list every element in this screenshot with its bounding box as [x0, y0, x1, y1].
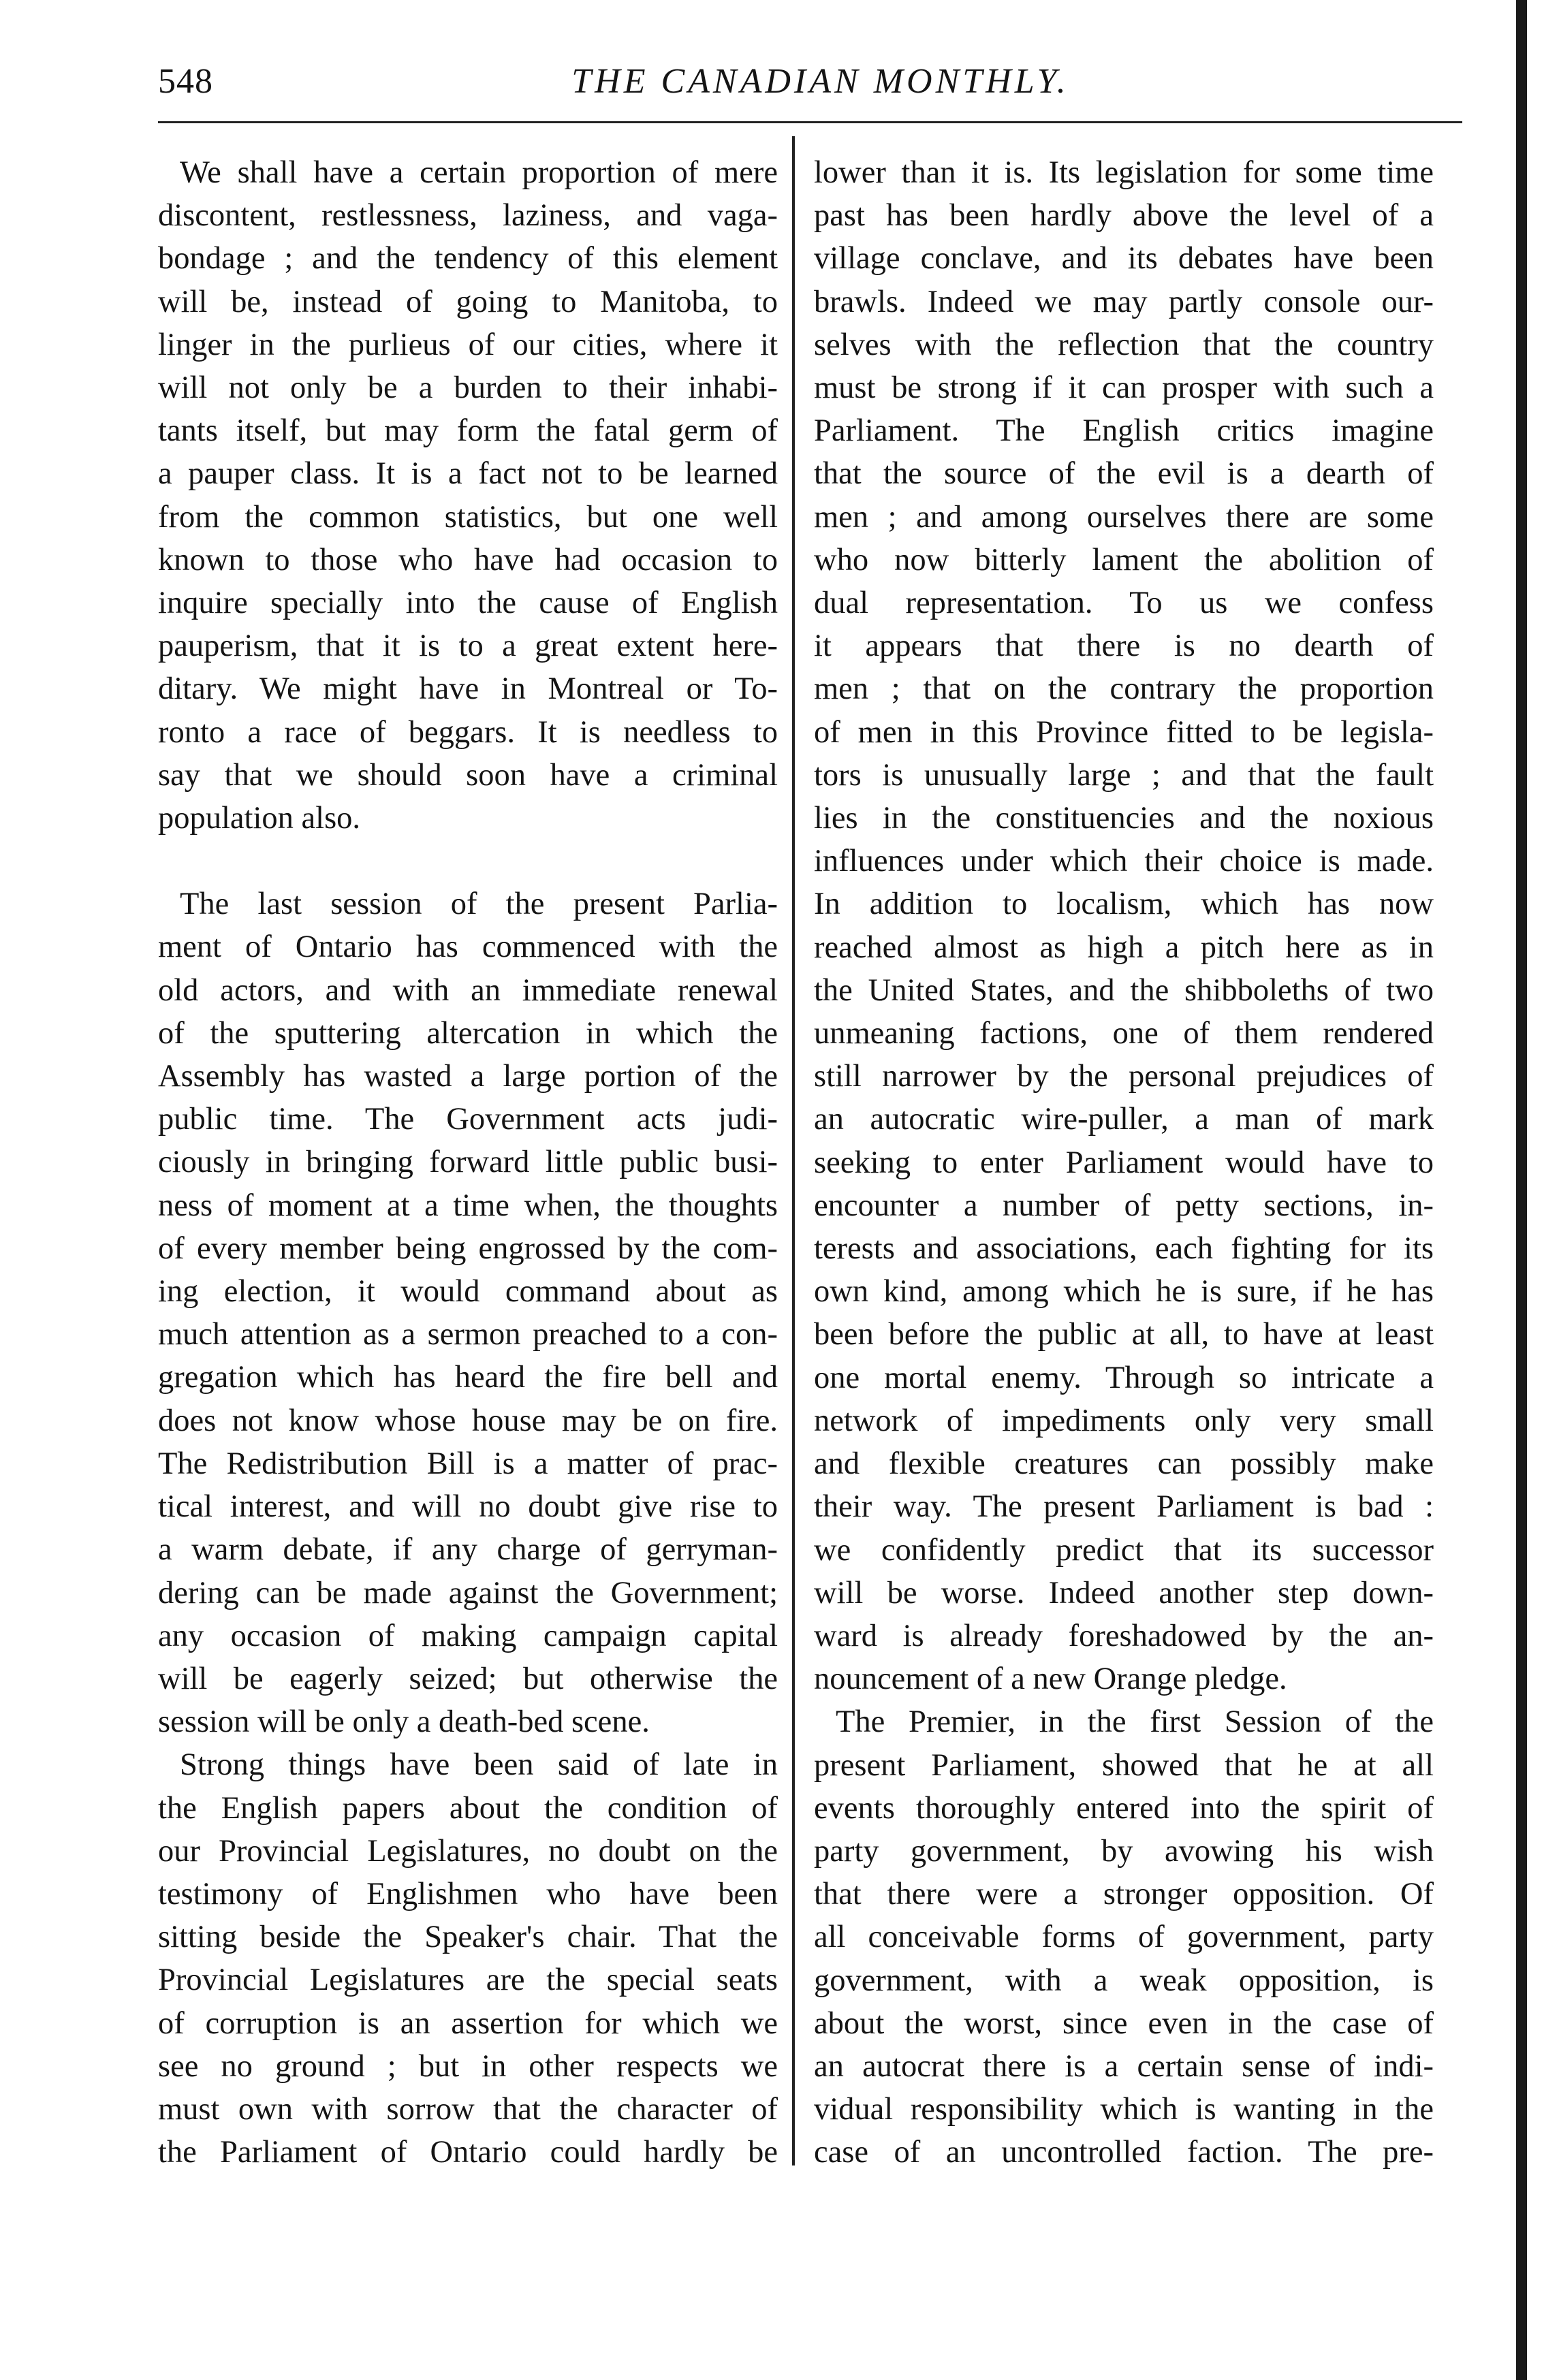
- text-line: and flexible creatures can possibly make: [814, 1446, 1434, 1482]
- text-line: of corruption is an assertion for which we: [158, 2005, 778, 2041]
- text-line: lower than it is. Its legislation for some time: [814, 155, 1434, 190]
- column-divider: [792, 136, 795, 2165]
- page-edge-bar: [1516, 0, 1527, 2380]
- text-line: ward is already foreshadowed by the an-: [814, 1618, 1434, 1653]
- page-number: 548: [158, 62, 213, 101]
- text-line: unmeaning factions, one of them rendered: [814, 1016, 1434, 1051]
- text-line: village conclave, and its debates have been: [814, 241, 1434, 276]
- left-column: [158, 151, 778, 2174]
- text-line: of every member being engrossed by the com-: [158, 1231, 778, 1266]
- text-line: an autocrat there is a certain sense of indi-: [814, 2048, 1434, 2084]
- text-line: been before the public at all, to have at least: [814, 1317, 1434, 1352]
- text-line: a pauper class. It is a fact not to be learned: [158, 456, 778, 492]
- text-line: must be strong if it can prosper with such a: [814, 370, 1434, 406]
- paragraph: [814, 151, 1434, 1700]
- text-line: public time. The Government acts judi-: [158, 1102, 778, 1137]
- text-line: government, with a weak opposition, is: [814, 1963, 1434, 1998]
- text-line: dering can be made against the Government;: [158, 1575, 778, 1611]
- paragraph: [814, 1700, 1434, 2174]
- text-line: session will be only a death-bed scene.: [158, 1704, 650, 1740]
- text-line: The Premier, in the first Session of the: [836, 1704, 1434, 1740]
- text-line: will be eagerly seized; but otherwise the: [158, 1661, 778, 1696]
- text-line: known to those who have had occasion to: [158, 542, 778, 577]
- text-line: We shall have a certain proportion of mere: [180, 155, 778, 190]
- text-line: the Parliament of Ontario could hardly be: [158, 2135, 778, 2170]
- text-line: men ; and among ourselves there are some: [814, 499, 1434, 535]
- text-line: our Provincial Legislatures, no doubt on the: [158, 1833, 778, 1869]
- text-line: Parliament. The English critics imagine: [814, 413, 1434, 449]
- text-line: that the source of the evil is a dearth of: [814, 456, 1434, 492]
- text-line: must own with sorrow that the character of: [158, 2091, 778, 2127]
- text-line: past has been hardly above the level of a: [814, 198, 1434, 234]
- text-line: from the common statistics, but one well: [158, 499, 778, 535]
- text-line: tical interest, and will no doubt give rise to: [158, 1489, 778, 1525]
- text-line: the English papers about the condition of: [158, 1790, 778, 1826]
- text-line: sitting beside the Speaker's chair. That the: [158, 1920, 778, 1955]
- text-line: ronto a race of beggars. It is needless to: [158, 714, 778, 750]
- text-line: tants itself, but may form the fatal germ of: [158, 413, 778, 449]
- text-line: discontent, restlessness, laziness, and vaga-: [158, 198, 778, 234]
- header-rule: [158, 121, 1462, 123]
- text-line: selves with the reflection that the country: [814, 327, 1434, 362]
- text-line: ing election, it would command about as: [158, 1274, 778, 1310]
- text-line: ment of Ontario has commenced with the: [158, 930, 778, 965]
- text-line: lies in the constituencies and the noxious: [814, 801, 1434, 836]
- text-line: ness of moment at a time when, the thoughts: [158, 1188, 778, 1223]
- text-line: testimony of Englishmen who have been: [158, 1876, 778, 1911]
- text-line: network of impediments only very small: [814, 1403, 1434, 1438]
- text-line: brawls. Indeed we may partly console our-: [814, 284, 1434, 319]
- text-line: present Parliament, showed that he at all: [814, 1747, 1434, 1783]
- text-line: own kind, among which he is sure, if he has: [814, 1274, 1434, 1310]
- paragraph-gap: [158, 840, 778, 883]
- text-line: a warm debate, if any charge of gerryman-: [158, 1532, 778, 1568]
- text-line: one mortal enemy. Through so intricate a: [814, 1360, 1434, 1395]
- text-line: any occasion of making campaign capital: [158, 1618, 778, 1653]
- text-line: does not know whose house may be on fire.: [158, 1403, 778, 1438]
- text-line: men ; that on the contrary the proportion: [814, 671, 1434, 707]
- running-title: THE CANADIAN MONTHLY.: [571, 62, 1069, 101]
- text-line: nouncement of a new Orange pledge.: [814, 1662, 1287, 1697]
- text-line: The Redistribution Bill is a matter of prac-: [158, 1446, 778, 1481]
- text-line: we confidently predict that its successor: [814, 1532, 1434, 1568]
- text-line: of the sputtering altercation in which the: [158, 1015, 778, 1051]
- text-line: linger in the purlieus of our cities, where it: [158, 327, 778, 362]
- text-line: ditary. We might have in Montreal or To-: [158, 671, 778, 707]
- text-line: of men in this Province fitted to be legisla-: [814, 714, 1434, 750]
- text-line: will be worse. Indeed another step down-: [814, 1575, 1434, 1611]
- text-line: will not only be a burden to their inhabi-: [158, 370, 778, 406]
- text-line: encounter a number of petty sections, in-: [814, 1188, 1434, 1223]
- text-line: vidual responsibility which is wanting in the: [814, 2092, 1434, 2127]
- text-line: gregation which has heard the fire bell and: [158, 1360, 778, 1395]
- text-line: seeking to enter Parliament would have to: [814, 1145, 1434, 1180]
- page-header: [0, 0, 1559, 123]
- text-line: case of an uncontrolled faction. The pre-: [814, 2135, 1434, 2170]
- text-line: old actors, and with an immediate renewal: [158, 972, 778, 1008]
- text-line: see no ground ; but in other respects we: [158, 2048, 778, 2084]
- text-line: pauperism, that it is to a great extent here-: [158, 629, 778, 664]
- text-line: who now bitterly lament the abolition of: [814, 542, 1434, 577]
- text-line: it appears that there is no dearth of: [814, 629, 1434, 664]
- text-line: about the worst, since even in the case of: [814, 2005, 1434, 2041]
- text-line: Provincial Legislatures are the special seats: [158, 1963, 778, 1998]
- text-line: much attention as a sermon preached to a con-: [158, 1317, 778, 1352]
- text-line: events thoroughly entered into the spirit of: [814, 1790, 1434, 1826]
- text-line: the United States, and the shibboleths of two: [814, 972, 1434, 1008]
- text-line: an autocratic wire-puller, a man of mark: [814, 1102, 1434, 1137]
- right-column: [814, 151, 1434, 2174]
- text-line: population also.: [158, 801, 361, 836]
- text-line: party government, by avowing his wish: [814, 1833, 1434, 1869]
- text-line: The last session of the present Parlia-: [180, 887, 778, 922]
- paragraph: [158, 1743, 778, 2174]
- text-line: tors is unusually large ; and that the fault: [814, 757, 1434, 793]
- paragraph: [158, 151, 778, 840]
- text-line: that there were a stronger opposition. Of: [814, 1877, 1434, 1912]
- text-line: still narrower by the personal prejudices of: [814, 1059, 1434, 1094]
- text-line: their way. The present Parliament is bad :: [814, 1489, 1434, 1525]
- text-line: In addition to localism, which has now: [814, 887, 1434, 922]
- text-line: ciously in bringing forward little public busi-: [158, 1145, 778, 1180]
- text-line: bondage ; and the tendency of this element: [158, 241, 778, 276]
- paragraph: [158, 883, 778, 1743]
- text-line: Assembly has wasted a large portion of the: [158, 1059, 778, 1094]
- text-line: terests and associations, each fighting for its: [814, 1231, 1434, 1267]
- text-line: all conceivable forms of government, party: [814, 1920, 1434, 1955]
- text-line: reached almost as high a pitch here as in: [814, 930, 1434, 965]
- text-line: influences under which their choice is made.: [814, 844, 1434, 879]
- text-line: say that we should soon have a criminal: [158, 757, 778, 793]
- text-line: dual representation. To us we confess: [814, 586, 1434, 621]
- text-line: Strong things have been said of late in: [180, 1747, 778, 1783]
- text-line: will be, instead of going to Manitoba, to: [158, 284, 778, 319]
- text-line: inquire specially into the cause of English: [158, 586, 778, 621]
